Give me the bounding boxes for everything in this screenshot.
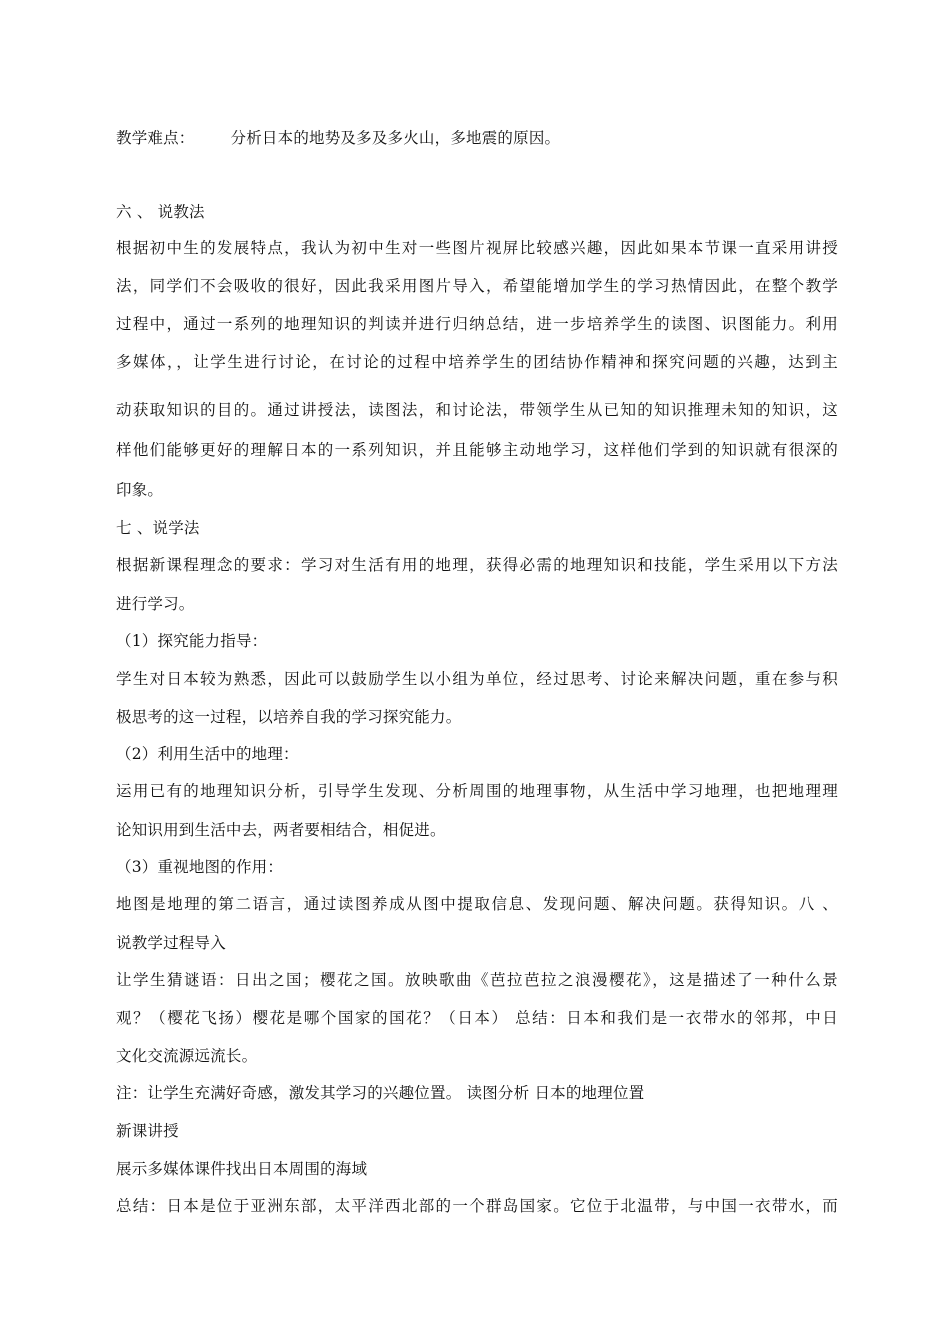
paragraph-line: 总结：日本是位于亚洲东部，太平洋西北部的一个群岛国家。它位于北温带，与中国一衣带水，而 [116, 1197, 838, 1215]
paragraph-line: 运用已有的地理知识分析，引导学生发现、分析周围的地理事物，从生活中学习地理，也把地理理 [116, 782, 838, 800]
paragraph-line: 过程中，通过一系列的地理知识的判读并进行归纳总结，进一步培养学生的读图、识图能力。利用 [116, 315, 838, 333]
section-6-heading: 六 、 说教法 [116, 203, 205, 221]
paragraph-line: 注：让学生充满好奇感，激发其学习的兴趣位置。 读图分析 日本的地理位置 [116, 1084, 645, 1102]
paragraph-line: 文化交流源远流长。 [116, 1047, 258, 1065]
paragraph-line: 新课讲授 [116, 1122, 179, 1140]
paragraph-line: 地图是地理的第二语言，通过读图养成从图中提取信息、发现问题、解决问题。获得知识。八 、 [116, 895, 838, 913]
paragraph-line: 根据初中生的发展特点，我认为初中生对一些图片视屏比较感兴趣，因此如果本节课一直采用讲授 [116, 239, 838, 257]
teaching-difficulty-line [116, 128, 560, 148]
paragraph-line: 观？（樱花飞扬）樱花是哪个国家的国花？（日本） 总结：日本和我们是一衣带水的邻邦，中日 [116, 1009, 838, 1027]
paragraph-line: 论知识用到生活中去，两者要相结合，相促进。 [116, 821, 446, 839]
paragraph-line: 让学生猜谜语：日出之国；樱花之国。放映歌曲《芭拉芭拉之浪漫樱花》，这是描述了一种什么景 [116, 971, 838, 989]
paragraph-line: 动获取知识的目的。通过讲授法，读图法，和讨论法，带领学生从已知的知识推理未知的知识，这 [116, 401, 838, 419]
paragraph-line: 样他们能够更好的理解日本的一系列知识，并且能够主动地学习，这样他们学到的知识就有很深的 [116, 441, 838, 459]
paragraph-line: 进行学习。 [116, 595, 195, 613]
paragraph-line: 展示多媒体课件找出日本周围的海域 [116, 1160, 368, 1178]
paragraph-line: 多媒体，，让学生进行讨论，在讨论的过程中培养学生的团结协作精神和探究问题的兴趣，达到主 [116, 353, 838, 371]
item-3-title: （3）重视地图的作用： [116, 858, 284, 876]
paragraph-line: 学生对日本较为熟悉，因此可以鼓励学生以小组为单位，经过思考、讨论来解决问题，重在参与积 [116, 670, 838, 688]
paragraph-line: 法，同学们不会吸收的很好，因此我采用图片导入，希望能增加学生的学习热情因此，在整个教学 [116, 277, 838, 295]
item-2-title: （2）利用生活中的地理： [116, 745, 299, 763]
difficulty-text: 分析日本的地势及多及多火山，多地震的原因。 [230, 129, 561, 147]
item-1-title: （1）探究能力指导： [116, 632, 268, 650]
section-7-heading: 七 、说学法 [116, 519, 200, 537]
paragraph-line: 印象。 [116, 481, 164, 499]
difficulty-label: 教学难点： [116, 129, 195, 147]
paragraph-line: 极思考的这一过程，以培养自我的学习探究能力。 [116, 708, 462, 726]
paragraph-line: 根据新课程理念的要求：学习对生活有用的地理，获得必需的地理知识和技能，学生采用以下方法 [116, 556, 838, 574]
paragraph-line: 说教学过程导入 [116, 934, 226, 952]
